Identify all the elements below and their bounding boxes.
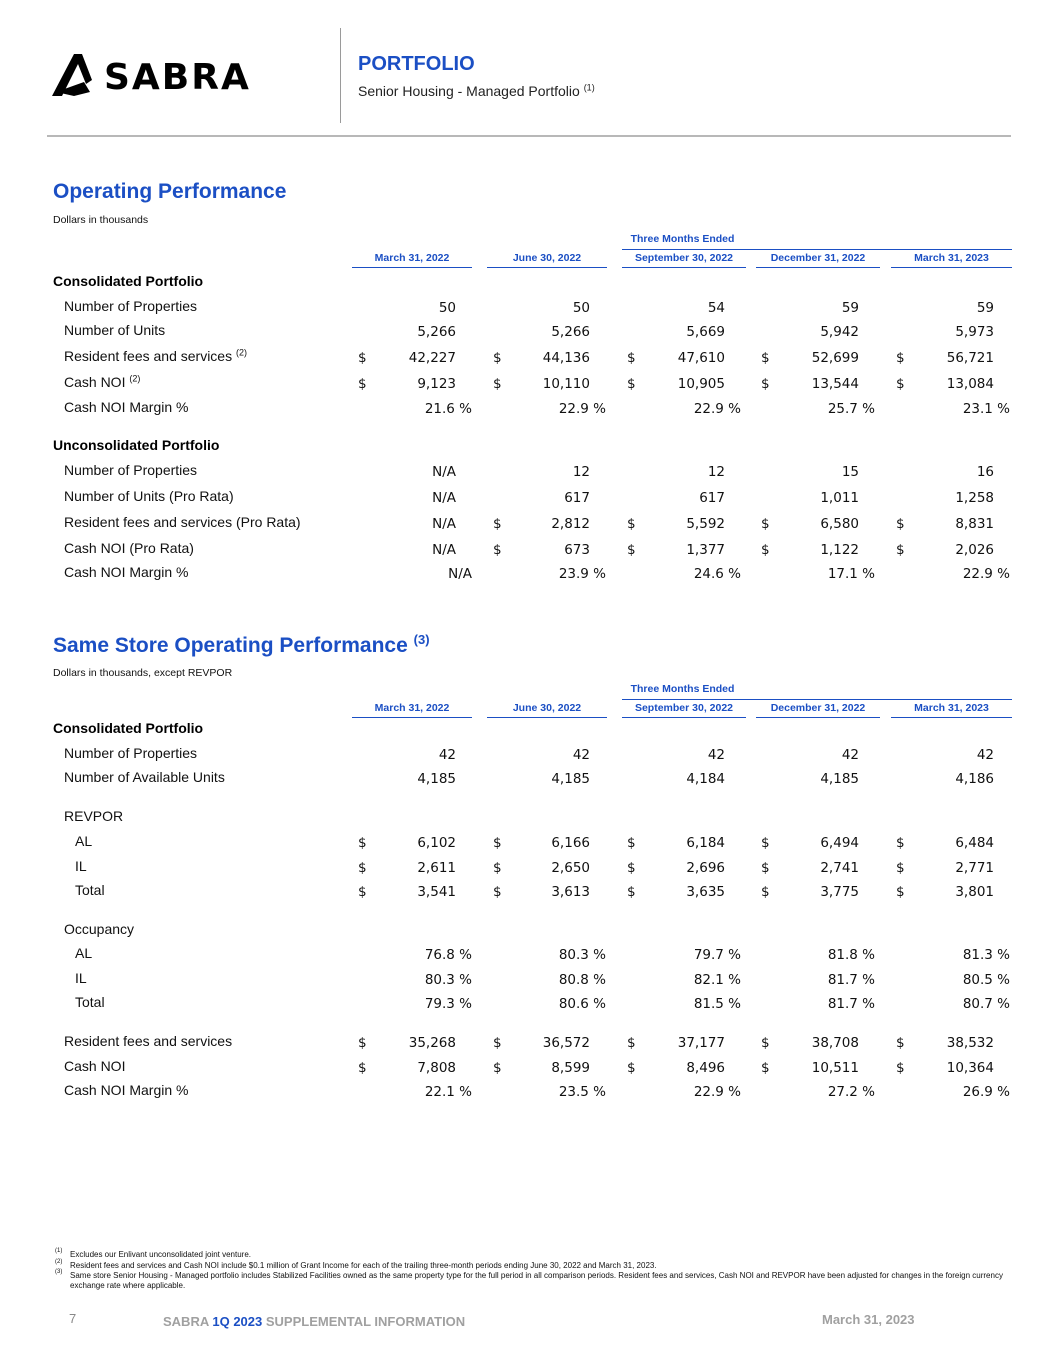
row-label: Cash NOI (Pro Rata) (64, 540, 194, 556)
table-cell: 15 (841, 464, 859, 480)
table-cell: 81.7 % (827, 996, 875, 1012)
dollar-sign: $ (627, 1035, 636, 1051)
dollar-sign: $ (896, 1060, 905, 1076)
three-months-ended-rule (622, 699, 1012, 700)
table-cell: 3,541 (417, 884, 456, 900)
table-cell: 59 (841, 300, 859, 316)
header-divider (340, 28, 341, 123)
logo-wordmark: SABRA (104, 57, 251, 98)
table-cell: 5,973 (955, 324, 994, 340)
table-cell: 2,026 (955, 542, 994, 558)
table-cell: 2,650 (551, 860, 590, 876)
table-cell: 82.1 % (693, 972, 741, 988)
table-cell: 6,580 (820, 516, 859, 532)
table-cell: 35,268 (408, 1035, 456, 1051)
table-cell: N/A (448, 566, 472, 582)
row-label: Number of Units (64, 322, 166, 338)
table-cell: 22.9 % (962, 566, 1010, 582)
table-cell: 12 (707, 464, 725, 480)
table-cell: 23.9 % (558, 566, 606, 582)
table-cell: 22.9 % (693, 401, 741, 417)
table-cell: 79.3 % (424, 996, 472, 1012)
footnote-ref: (2) (129, 373, 141, 384)
dollar-sign: $ (896, 350, 905, 366)
table-cell: 42 (976, 747, 994, 763)
column-header: September 30, 2022 (622, 702, 746, 718)
dollar-sign: $ (761, 860, 770, 876)
table-cell: 5,669 (686, 324, 725, 340)
table-cell: 76.8 % (424, 947, 472, 963)
row-label: Total (75, 994, 105, 1010)
dollar-sign: $ (493, 835, 502, 851)
table-cell: 7,808 (417, 1060, 456, 1076)
dollar-sign: $ (493, 884, 502, 900)
table-cell: 42 (707, 747, 725, 763)
table-cell: 80.7 % (962, 996, 1010, 1012)
table-cell: 6,166 (551, 835, 590, 851)
row-label: Number of Available Units (64, 769, 225, 785)
table-cell: N/A (432, 464, 456, 480)
table-cell: 3,801 (955, 884, 994, 900)
table-cell: 79.7 % (693, 947, 741, 963)
table-cell: 8,599 (551, 1060, 590, 1076)
dollar-sign: $ (761, 1035, 770, 1051)
row-label: Number of Units (Pro Rata) (64, 488, 234, 504)
table-cell: 617 (564, 490, 590, 506)
table-cell: 36,572 (542, 1035, 590, 1051)
table-cell: 4,184 (686, 771, 725, 787)
unconsolidated-portfolio-heading: Unconsolidated Portfolio (53, 437, 220, 453)
table-cell: 44,136 (542, 350, 590, 366)
row-label: Cash NOI Margin % (64, 1082, 189, 1098)
table-cell: 1,258 (955, 490, 994, 506)
table-cell: 5,266 (417, 324, 456, 340)
dollar-sign: $ (761, 542, 770, 558)
table-cell: 1,122 (820, 542, 859, 558)
table-cell: 617 (699, 490, 725, 506)
three-months-ended-label: Three Months Ended (630, 683, 735, 695)
table-cell: 10,364 (946, 1060, 994, 1076)
dollar-sign: $ (493, 1035, 502, 1051)
footnote-ref: (3) (413, 632, 430, 647)
table-cell: N/A (432, 542, 456, 558)
footnote-mark: (2) (55, 1259, 63, 1265)
dollar-sign: $ (761, 835, 770, 851)
table-cell: 26.9 % (962, 1084, 1010, 1100)
row-label: Number of Properties (64, 462, 198, 478)
table-cell: 80.8 % (558, 972, 606, 988)
footnote-ref: (2) (235, 347, 247, 358)
row-label: Cash NOI Margin % (64, 399, 189, 415)
table-cell: 3,613 (551, 884, 590, 900)
table-cell: 56,721 (946, 350, 994, 366)
dollar-sign: $ (761, 376, 770, 392)
footnote-text: Resident fees and services and Cash NOI include $0.1 million of Grant Income for each of the trailing three-month periods ending June 30, 2022 and March 31, 2023. (70, 1261, 657, 1270)
row-label: Number of Properties (64, 745, 198, 761)
table-cell: 1,011 (820, 490, 859, 506)
sabra-logo (52, 52, 297, 98)
table-cell: 4,186 (955, 771, 994, 787)
row-label: IL (75, 858, 87, 874)
footnote-text: Same store Senior Housing - Managed portfolio includes Stabilized Facilities owned as the same property type for the full period in all comparison periods. Resident fees and services, Cash NOI and REVPOR have been adjusted for changes in the foreign currency exchange rate where applicable. (70, 1271, 1003, 1290)
dollar-sign: $ (493, 1060, 502, 1076)
table-cell: 80.3 % (558, 947, 606, 963)
table-cell: 24.6 % (693, 566, 741, 582)
dollar-sign: $ (896, 516, 905, 532)
table-cell: 10,905 (677, 376, 725, 392)
table-cell: 22.9 % (693, 1084, 741, 1100)
table-cell: 81.8 % (827, 947, 875, 963)
table-cell: 8,831 (955, 516, 994, 532)
footer-date: March 31, 2023 (822, 1312, 915, 1327)
table-cell: N/A (432, 516, 456, 532)
dollar-sign: $ (358, 376, 367, 392)
row-label: Cash NOI $^{(2)}$ (64, 373, 141, 390)
footnote-ref: (1) (583, 82, 595, 93)
table-cell: 9,123 (417, 376, 456, 392)
table-cell: 5,592 (686, 516, 725, 532)
dollar-sign: $ (358, 1060, 367, 1076)
dollar-sign: $ (627, 835, 636, 851)
table-cell: 54 (707, 300, 725, 316)
row-label: Total (75, 882, 105, 898)
table-cell: 38,708 (811, 1035, 859, 1051)
table-cell: 59 (976, 300, 994, 316)
column-header: June 30, 2022 (487, 702, 607, 718)
table-cell: 13,084 (946, 376, 994, 392)
same-store-consolidated-heading: Consolidated Portfolio (53, 720, 204, 736)
row-label: AL (75, 945, 93, 961)
table-cell: 4,185 (417, 771, 456, 787)
column-header: March 31, 2023 (891, 252, 1012, 268)
column-header: September 30, 2022 (622, 252, 746, 268)
same-store-units: Dollars in thousands, except REVPOR (53, 667, 233, 679)
table-cell: 12 (572, 464, 590, 480)
table-cell: 42 (841, 747, 859, 763)
table-cell: 673 (564, 542, 590, 558)
footer-title: SABRA 1Q 2023 SUPPLEMENTAL INFORMATION (163, 1314, 466, 1329)
section-title: PORTFOLIO (358, 53, 475, 75)
dollar-sign: $ (493, 542, 502, 558)
table-cell: 8,496 (686, 1060, 725, 1076)
dollar-sign: $ (358, 884, 367, 900)
dollar-sign: $ (896, 860, 905, 876)
table-cell: 6,102 (417, 835, 456, 851)
dollar-sign: $ (896, 884, 905, 900)
section-subtitle: Senior Housing - Managed Portfolio $^{(1)}$ (358, 82, 595, 99)
column-header: December 31, 2022 (756, 702, 880, 718)
table-cell: 10,511 (811, 1060, 859, 1076)
dollar-sign: $ (493, 350, 502, 366)
column-header: June 30, 2022 (487, 252, 607, 268)
row-label: Number of Properties (64, 298, 198, 314)
dollar-sign: $ (761, 1060, 770, 1076)
table-cell: 3,775 (820, 884, 859, 900)
table-cell: 23.1 % (962, 401, 1010, 417)
table-cell: 80.5 % (962, 972, 1010, 988)
table-cell: 2,696 (686, 860, 725, 876)
column-header: March 31, 2022 (352, 252, 472, 268)
dollar-sign: $ (627, 376, 636, 392)
table-cell: 22.9 % (558, 401, 606, 417)
table-cell: 10,110 (542, 376, 590, 392)
table-cell: 6,494 (820, 835, 859, 851)
three-months-ended-label: Three Months Ended (630, 233, 735, 245)
table-cell: 27.2 % (827, 1084, 875, 1100)
row-label: Resident fees and services $^{(2)}$ (64, 347, 247, 364)
table-cell: 81.7 % (827, 972, 875, 988)
table-cell: 2,812 (551, 516, 590, 532)
row-label: AL (75, 833, 93, 849)
header-rule (47, 135, 1011, 137)
dollar-sign: $ (358, 860, 367, 876)
dollar-sign: $ (761, 884, 770, 900)
table-cell: 5,266 (551, 324, 590, 340)
table-cell: 50 (572, 300, 590, 316)
table-cell: 81.5 % (693, 996, 741, 1012)
table-cell: 3,635 (686, 884, 725, 900)
table-cell: 2,611 (417, 860, 456, 876)
table-cell: 80.3 % (424, 972, 472, 988)
table-cell: 42 (572, 747, 590, 763)
same-store-title: Same Store Operating Performance $^{(3)}$ (53, 632, 430, 657)
page-number: 7 (69, 1311, 77, 1326)
table-cell: 17.1 % (827, 566, 875, 582)
dollar-sign: $ (627, 884, 636, 900)
table-cell: 80.6 % (558, 996, 606, 1012)
table-cell: 1,377 (686, 542, 725, 558)
table-cell: 22.1 % (424, 1084, 472, 1100)
dollar-sign: $ (627, 350, 636, 366)
row-label: Cash NOI (64, 1058, 126, 1074)
row-label: IL (75, 970, 87, 986)
row-label: Occupancy (64, 921, 135, 937)
table-cell: N/A (432, 490, 456, 506)
table-cell: 4,185 (551, 771, 590, 787)
dollar-sign: $ (358, 1035, 367, 1051)
column-header: March 31, 2023 (891, 702, 1012, 718)
operating-performance-title: Operating Performance (53, 180, 287, 203)
dollar-sign: $ (493, 860, 502, 876)
dollar-sign: $ (493, 516, 502, 532)
column-header: December 31, 2022 (756, 252, 880, 268)
table-cell: 81.3 % (962, 947, 1010, 963)
footnote-mark: (1) (55, 1248, 63, 1254)
table-cell: 25.7 % (827, 401, 875, 417)
dollar-sign: $ (493, 376, 502, 392)
table-cell: 50 (438, 300, 456, 316)
dollar-sign: $ (627, 860, 636, 876)
dollar-sign: $ (896, 835, 905, 851)
dollar-sign: $ (627, 1060, 636, 1076)
dollar-sign: $ (896, 542, 905, 558)
dollar-sign: $ (896, 376, 905, 392)
footnote-mark: (3) (55, 1269, 63, 1275)
table-cell: 16 (976, 464, 994, 480)
dollar-sign: $ (896, 1035, 905, 1051)
table-cell: 4,185 (820, 771, 859, 787)
table-cell: 38,532 (946, 1035, 994, 1051)
consolidated-portfolio-heading: Consolidated Portfolio (53, 273, 204, 289)
dollar-sign: $ (761, 350, 770, 366)
table-cell: 2,741 (820, 860, 859, 876)
table-cell: 6,484 (955, 835, 994, 851)
dollar-sign: $ (358, 350, 367, 366)
row-label: Resident fees and services (Pro Rata) (64, 514, 301, 530)
table-cell: 52,699 (811, 350, 859, 366)
dollar-sign: $ (761, 516, 770, 532)
three-months-ended-rule (622, 249, 1012, 250)
table-cell: 37,177 (677, 1035, 725, 1051)
table-cell: 42,227 (408, 350, 456, 366)
dollar-sign: $ (627, 542, 636, 558)
sabra-logo-graphic (52, 52, 297, 98)
row-label: Cash NOI Margin % (64, 564, 189, 580)
column-header: March 31, 2022 (352, 702, 472, 718)
table-cell: 5,942 (820, 324, 859, 340)
row-label: REVPOR (64, 808, 124, 824)
table-cell: 13,544 (811, 376, 859, 392)
table-cell: 47,610 (677, 350, 725, 366)
dollar-sign: $ (627, 516, 636, 532)
row-label: Resident fees and services (64, 1033, 233, 1049)
table-cell: 42 (438, 747, 456, 763)
table-cell: 2,771 (955, 860, 994, 876)
operating-performance-units: Dollars in thousands (53, 214, 149, 226)
footnote-text: Excludes our Enlivant unconsolidated joint venture. (70, 1250, 251, 1259)
table-cell: 6,184 (686, 835, 725, 851)
table-cell: 21.6 % (424, 401, 472, 417)
dollar-sign: $ (358, 835, 367, 851)
table-cell: 23.5 % (558, 1084, 606, 1100)
